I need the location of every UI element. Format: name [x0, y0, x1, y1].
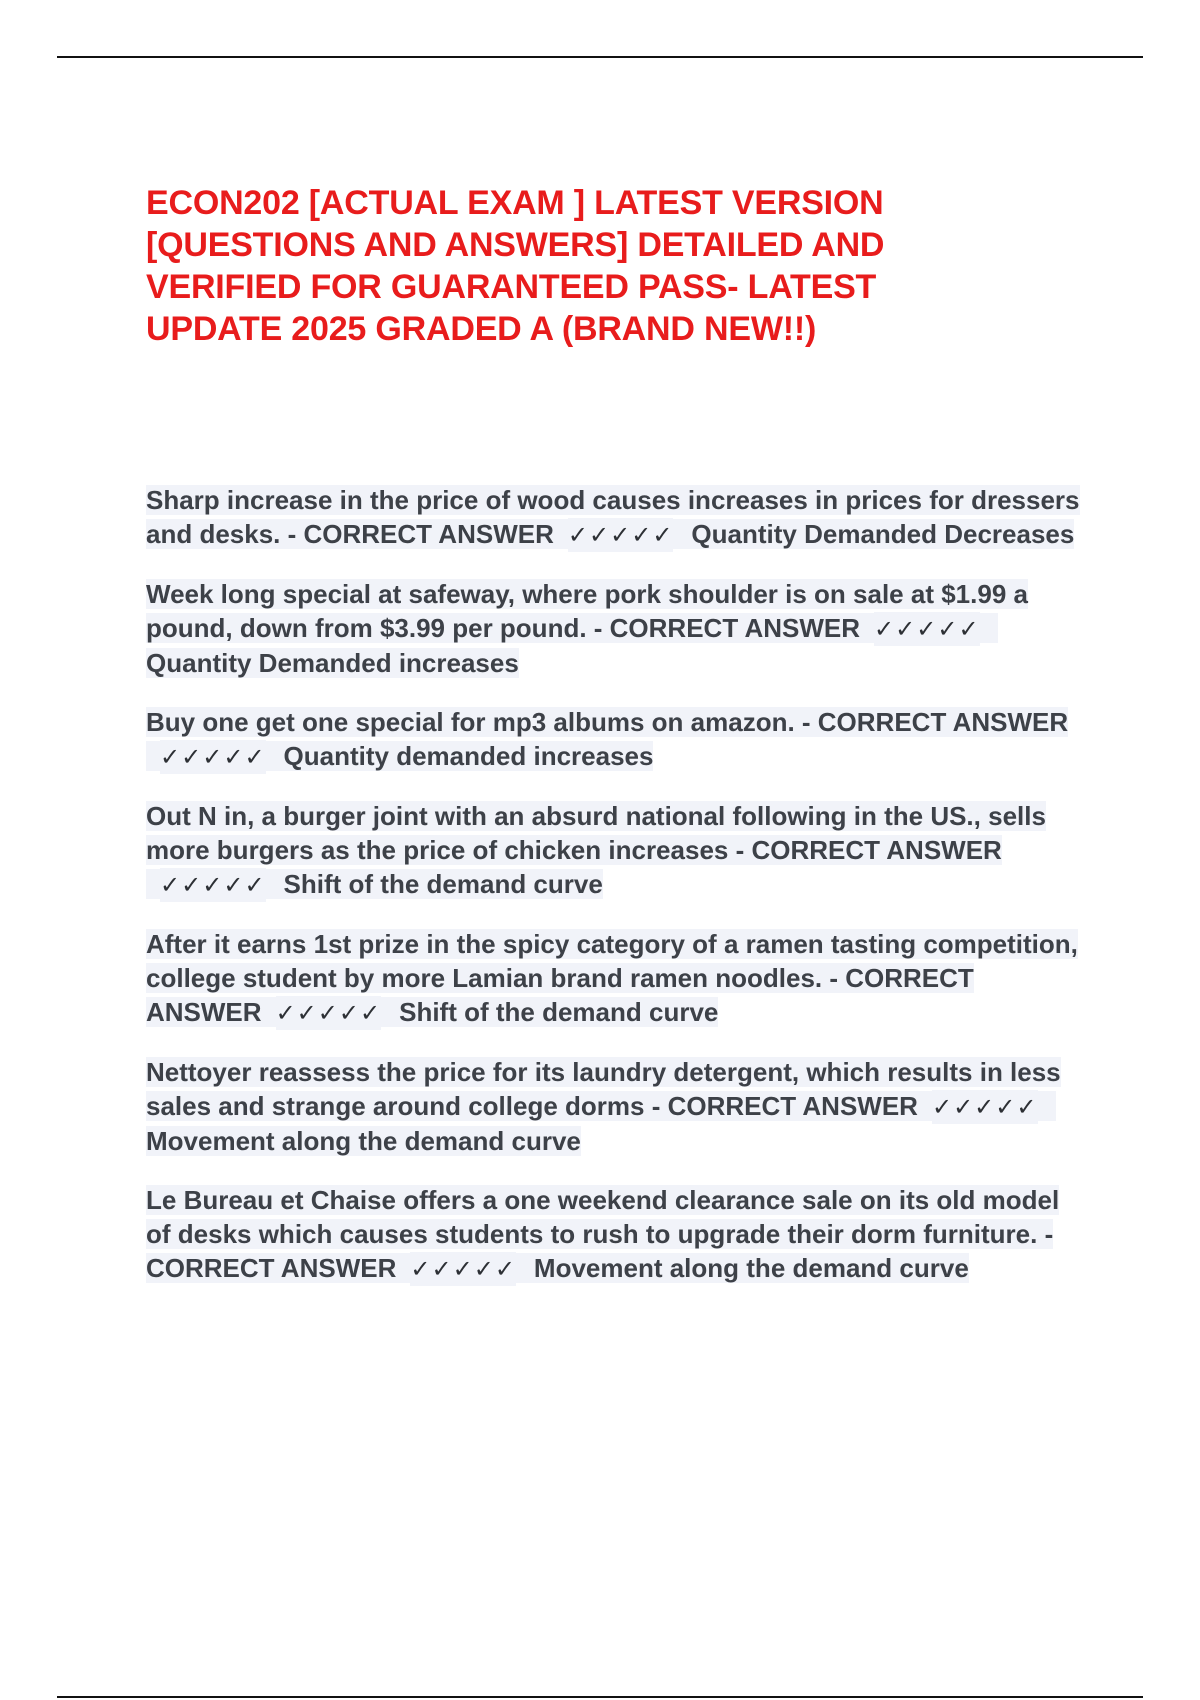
qa-list [146, 483, 1086, 1311]
answer-text: Quantity demanded increases [283, 741, 654, 771]
answer-text: Quantity Demanded increases [146, 648, 519, 678]
qa-item [146, 705, 1086, 774]
question-text: Nettoyer reassess the price for its laundry detergent, which results in less sales and strange around college dorms - CORRECT ANSWER [146, 1057, 1061, 1121]
document-title: ECON202 [ACTUAL EXAM ] LATEST VERSION [QUESTIONS AND ANSWERS] DETAILED AND VERIFIED FOR GUARANTEED PASS- LATEST UPDATE 2025 GRADED A (BRAND NEW!!) [146, 184, 885, 348]
answer-text: Movement along the demand curve [146, 1126, 581, 1156]
checkmarks-icon: ✓✓✓✓✓ [568, 518, 674, 552]
qa-item [146, 483, 1086, 552]
answer-text: Quantity Demanded Decreases [691, 519, 1075, 549]
checkmarks-icon: ✓✓✓✓✓ [874, 612, 980, 646]
checkmarks-icon: ✓✓✓✓✓ [932, 1090, 1038, 1124]
checkmarks-icon: ✓✓✓✓✓ [276, 996, 382, 1030]
question-text: After it earns 1st prize in the spicy category of a ramen tasting competition, college student by more Lamian brand ramen noodles. - CORRECT ANSWER [146, 929, 1078, 1027]
qa-item [146, 1055, 1086, 1158]
footer-rule [57, 1696, 1143, 1698]
question-text: Out N in, a burger joint with an absurd national following in the US., sells more burgers as the price of chicken increases - CORRECT ANSWER [146, 801, 1046, 865]
qa-item [146, 799, 1086, 902]
answer-text: Shift of the demand curve [399, 997, 719, 1027]
qa-item [146, 577, 1086, 680]
header-rule [57, 56, 1143, 58]
qa-item [146, 927, 1086, 1030]
question-text: Buy one get one special for mp3 albums on amazon. - CORRECT ANSWER [146, 707, 1069, 737]
question-text: Sharp increase in the price of wood causes increases in prices for dressers and desks. - CORRECT ANSWER [146, 485, 1080, 549]
question-text: Week long special at safeway, where pork shoulder is on sale at $1.99 a pound, down from $3.99 per pound. - CORRECT ANSWER [146, 579, 1028, 643]
question-text: Le Bureau et Chaise offers a one weekend clearance sale on its old model of desks which causes students to rush to upgrade their dorm furniture. - CORRECT ANSWER [146, 1185, 1060, 1283]
answer-text: Shift of the demand curve [283, 869, 603, 899]
checkmarks-icon: ✓✓✓✓✓ [160, 868, 266, 902]
checkmarks-icon: ✓✓✓✓✓ [160, 740, 266, 774]
checkmarks-icon: ✓✓✓✓✓ [410, 1252, 516, 1286]
qa-item [146, 1183, 1086, 1286]
answer-text: Movement along the demand curve [533, 1253, 969, 1283]
